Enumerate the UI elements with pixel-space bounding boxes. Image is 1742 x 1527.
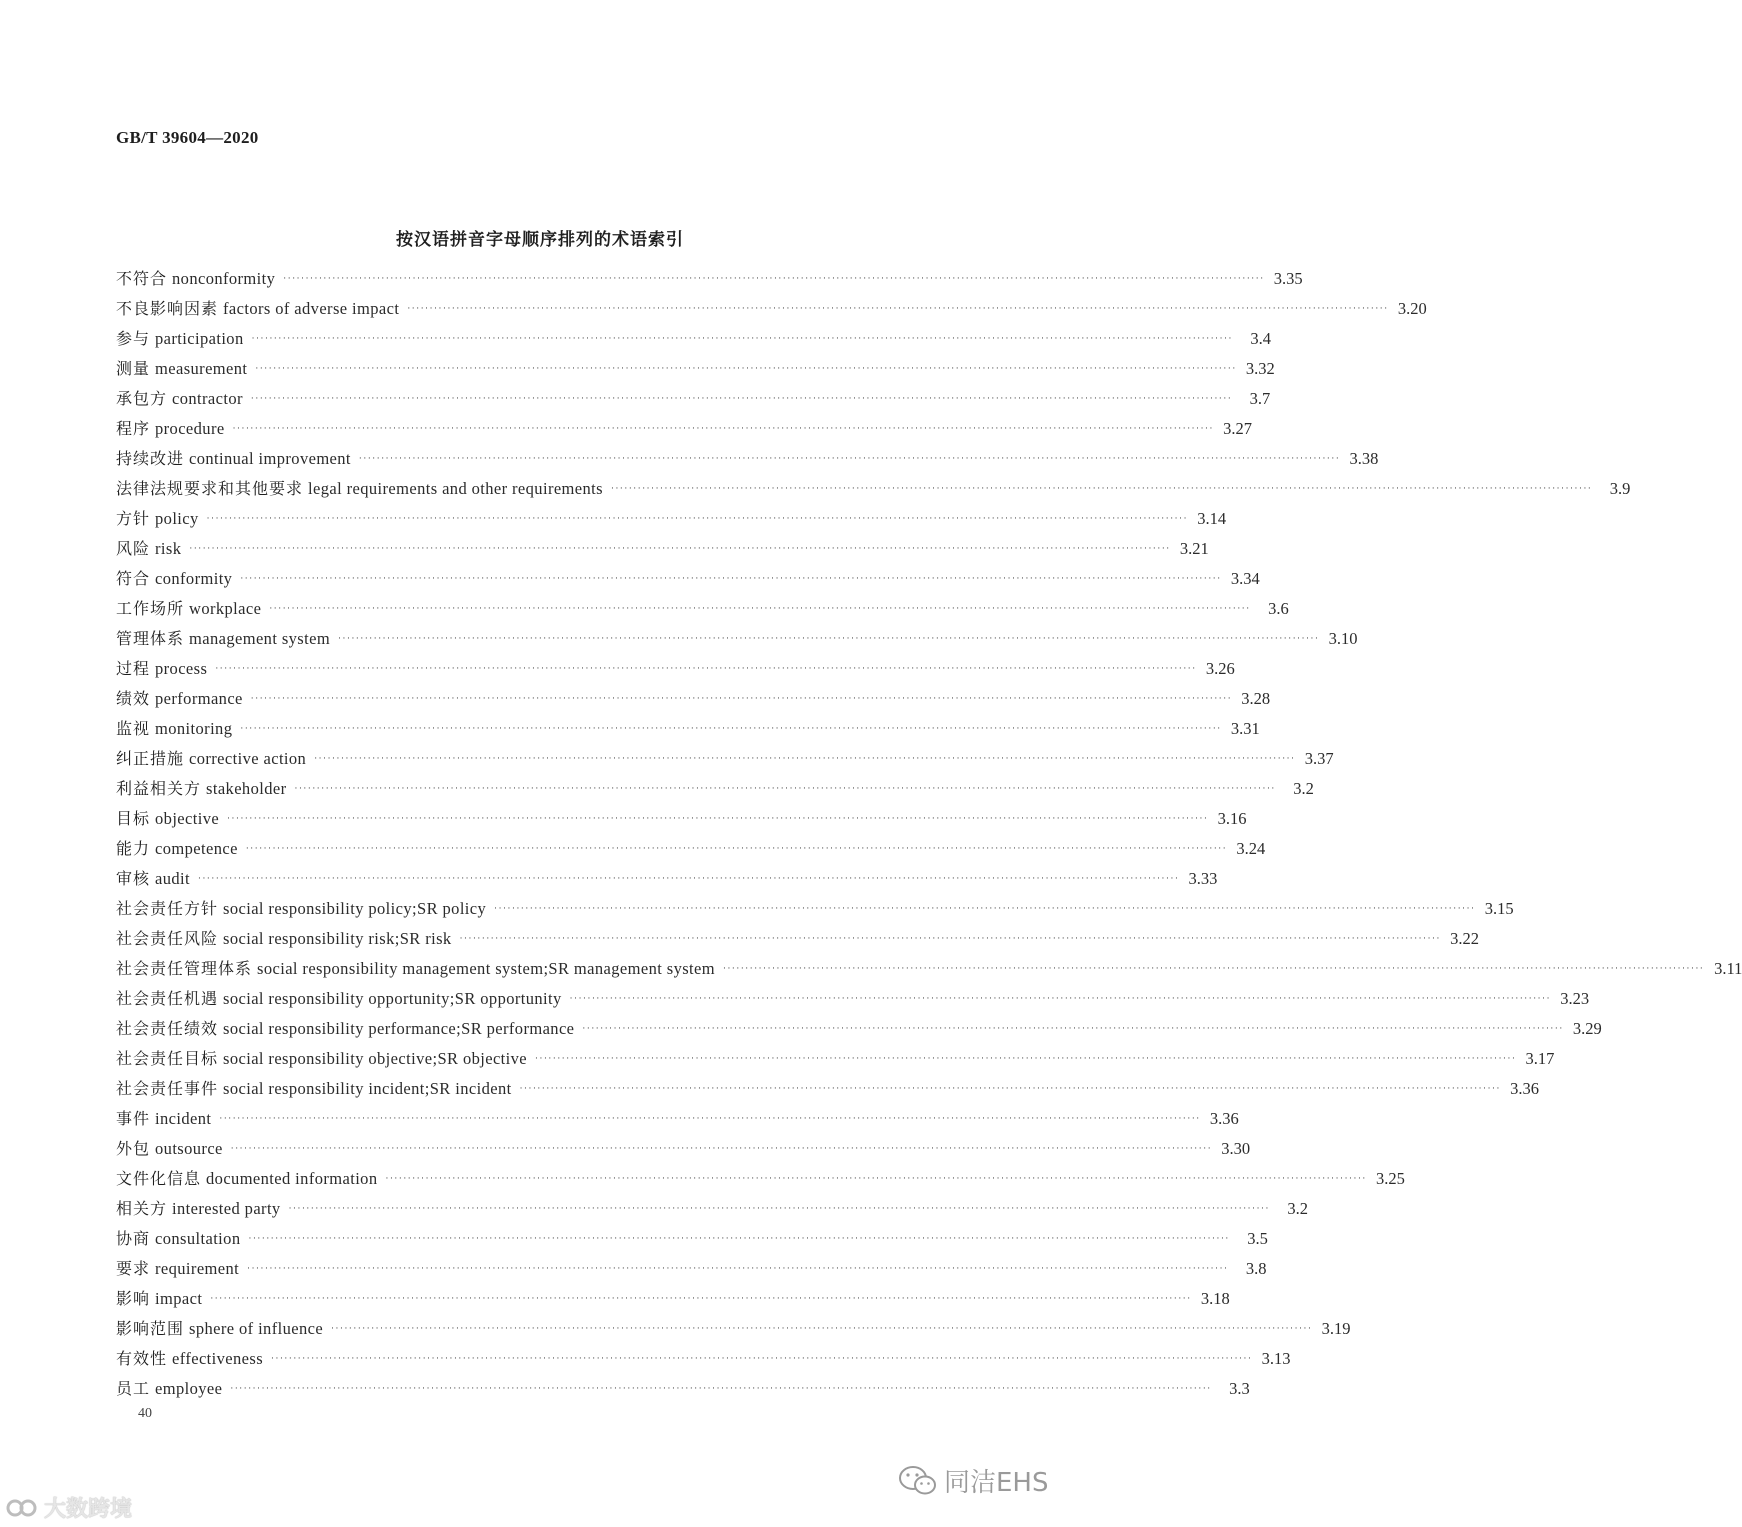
dot-leader: ···························································································································································································································· bbox=[250, 694, 1233, 704]
dot-leader: ···························································································································································································································· bbox=[247, 1264, 1229, 1274]
index-entry bbox=[116, 684, 1271, 714]
index-entry bbox=[116, 264, 1303, 294]
dot-leader: ···························································································································································································································· bbox=[294, 784, 1276, 794]
term-english: effectiveness bbox=[172, 1349, 264, 1368]
dot-leader: ···························································································································································································································· bbox=[255, 364, 1237, 374]
index-entry bbox=[116, 534, 1209, 564]
standard-code: GB/T 39604—2020 bbox=[116, 128, 259, 147]
watermark-right-text: 同洁EHS bbox=[944, 1468, 1049, 1498]
term-english: requirement bbox=[155, 1259, 240, 1278]
clause-number: 3.8 bbox=[1245, 1259, 1267, 1278]
clause-number: 3.15 bbox=[1484, 899, 1514, 918]
index-entry bbox=[116, 1314, 1351, 1344]
index-entry bbox=[116, 444, 1379, 474]
term-english: process bbox=[155, 659, 208, 678]
term-english: monitoring bbox=[155, 719, 233, 738]
index-entry bbox=[116, 924, 1479, 954]
clause-number: 3.14 bbox=[1197, 509, 1227, 528]
index-entry bbox=[116, 1254, 1267, 1284]
clause-number: 3.2 bbox=[1287, 1199, 1308, 1218]
term-english: participation bbox=[155, 329, 244, 348]
clause-number: 3.18 bbox=[1200, 1289, 1230, 1308]
index-entry bbox=[116, 1104, 1239, 1134]
dot-leader: ···························································································································································································································· bbox=[198, 874, 1180, 884]
clause-number: 3.36 bbox=[1510, 1079, 1539, 1098]
term-chinese: 相关方 bbox=[116, 1199, 168, 1218]
term-english: nonconformity bbox=[172, 269, 276, 288]
clause-number: 3.23 bbox=[1560, 989, 1590, 1008]
term-english: workplace bbox=[189, 599, 262, 618]
term-english: performance bbox=[155, 689, 243, 708]
term-chinese: 影响 bbox=[116, 1289, 151, 1308]
term-english: policy bbox=[155, 509, 199, 528]
clause-number: 3.16 bbox=[1217, 809, 1247, 828]
dot-leader: ···························································································································································································································· bbox=[215, 664, 1197, 674]
index-entry bbox=[116, 1224, 1268, 1254]
index-entry bbox=[116, 1014, 1602, 1044]
term-chinese: 社会责任管理体系 bbox=[116, 959, 253, 978]
term-english: stakeholder bbox=[206, 779, 287, 798]
clause-number: 3.7 bbox=[1249, 389, 1271, 408]
index-title: 按汉语拼音字母顺序排列的术语索引 bbox=[396, 230, 684, 250]
dot-leader: ···························································································································································································································· bbox=[245, 844, 1228, 854]
term-english: impact bbox=[155, 1289, 203, 1308]
clause-number: 3.6 bbox=[1268, 599, 1289, 618]
index-entry bbox=[116, 414, 1252, 444]
term-chinese: 文件化信息 bbox=[116, 1169, 202, 1188]
dot-leader: ···························································································································································································································· bbox=[610, 484, 1593, 494]
term-chinese: 法律法规要求和其他要求 bbox=[116, 479, 304, 498]
term-english: risk bbox=[155, 539, 182, 558]
term-english: social responsibility management system;SR management system bbox=[257, 959, 715, 978]
term-chinese: 社会责任方针 bbox=[116, 899, 219, 918]
dot-leader: ···························································································································································································································· bbox=[240, 724, 1222, 734]
term-chinese: 社会责任目标 bbox=[116, 1049, 219, 1068]
dot-leader: ···························································································································································································································· bbox=[331, 1324, 1313, 1334]
clause-number: 3.24 bbox=[1236, 839, 1266, 858]
index-entry bbox=[116, 1374, 1250, 1404]
watermark-left bbox=[6, 1492, 132, 1523]
link-logo-icon bbox=[6, 1497, 40, 1519]
wechat-icon bbox=[898, 1464, 938, 1498]
dot-leader: ···························································································································································································································· bbox=[459, 934, 1441, 944]
term-chinese: 测量 bbox=[116, 359, 151, 378]
clause-number: 3.36 bbox=[1209, 1109, 1239, 1128]
clause-number: 3.10 bbox=[1328, 629, 1358, 648]
term-english: social responsibility opportunity;SR opportunity bbox=[223, 989, 562, 1008]
clause-number: 3.5 bbox=[1247, 1229, 1268, 1248]
index-entry bbox=[116, 324, 1271, 354]
index-entry bbox=[116, 564, 1260, 594]
term-chinese: 有效性 bbox=[116, 1349, 168, 1368]
clause-number: 3.30 bbox=[1221, 1139, 1251, 1158]
index-entry bbox=[116, 804, 1247, 834]
index-entry bbox=[116, 864, 1218, 894]
dot-leader: ···························································································································································································································· bbox=[219, 1114, 1201, 1124]
term-english: audit bbox=[155, 869, 191, 888]
clause-number: 3.22 bbox=[1450, 929, 1479, 948]
index-entry bbox=[116, 1344, 1291, 1374]
clause-number: 3.9 bbox=[1609, 479, 1631, 498]
clause-number: 3.31 bbox=[1230, 719, 1260, 738]
term-chinese: 纠正措施 bbox=[116, 749, 185, 768]
dot-leader: ···························································································································································································································· bbox=[283, 274, 1265, 284]
clause-number: 3.27 bbox=[1223, 419, 1252, 438]
index-entry bbox=[116, 624, 1358, 654]
index-entry bbox=[116, 294, 1427, 324]
term-chinese: 社会责任机遇 bbox=[116, 989, 219, 1008]
clause-number: 3.20 bbox=[1397, 299, 1427, 318]
dot-leader: ···························································································································································································································· bbox=[250, 394, 1233, 404]
index-entry bbox=[116, 1134, 1251, 1164]
term-english: contractor bbox=[172, 389, 243, 408]
clause-number: 3.33 bbox=[1188, 869, 1218, 888]
index-entry bbox=[116, 504, 1227, 534]
term-english: social responsibility policy;SR policy bbox=[223, 899, 487, 918]
term-chinese: 社会责任事件 bbox=[116, 1079, 219, 1098]
index-entry bbox=[116, 954, 1742, 984]
dot-leader: ···························································································································································································································· bbox=[251, 334, 1233, 344]
clause-number: 3.37 bbox=[1304, 749, 1334, 768]
term-english: factors of adverse impact bbox=[223, 299, 400, 318]
index-entry bbox=[116, 894, 1514, 924]
index-entry bbox=[116, 594, 1289, 624]
dot-leader: ···························································································································································································································· bbox=[232, 424, 1214, 434]
clause-number: 3.25 bbox=[1376, 1169, 1405, 1188]
clause-number: 3.2 bbox=[1293, 779, 1314, 798]
index-entry bbox=[116, 834, 1266, 864]
dot-leader: ···························································································································································································································· bbox=[271, 1354, 1253, 1364]
term-chinese: 社会责任绩效 bbox=[116, 1019, 219, 1038]
dot-leader: ···························································································································································································································· bbox=[582, 1024, 1564, 1034]
clause-number: 3.29 bbox=[1572, 1019, 1602, 1038]
term-chinese: 监视 bbox=[116, 719, 151, 738]
dot-leader: ···························································································································································································································· bbox=[385, 1174, 1367, 1184]
watermark-right bbox=[898, 1462, 1048, 1499]
term-english: outsource bbox=[155, 1139, 223, 1158]
clause-number: 3.21 bbox=[1179, 539, 1209, 558]
term-chinese: 承包方 bbox=[116, 389, 168, 408]
dot-leader: ···························································································································································································································· bbox=[494, 904, 1476, 914]
term-english: conformity bbox=[155, 569, 233, 588]
clause-number: 3.34 bbox=[1230, 569, 1260, 588]
term-chinese: 过程 bbox=[116, 659, 151, 678]
term-index-list bbox=[116, 264, 1742, 1404]
dot-leader: ···························································································································································································································· bbox=[407, 304, 1389, 314]
term-chinese: 协商 bbox=[116, 1229, 151, 1248]
clause-number: 3.28 bbox=[1241, 689, 1271, 708]
index-entry bbox=[116, 1074, 1539, 1104]
clause-number: 3.17 bbox=[1525, 1049, 1555, 1068]
clause-number: 3.4 bbox=[1250, 329, 1271, 348]
dot-leader: ···························································································································································································································· bbox=[189, 544, 1171, 554]
index-entry bbox=[116, 384, 1271, 414]
watermark-left-text: 大数跨境 bbox=[44, 1497, 133, 1522]
index-entry bbox=[116, 474, 1631, 504]
term-chinese: 员工 bbox=[116, 1379, 151, 1398]
term-chinese: 审核 bbox=[116, 869, 151, 888]
term-chinese: 要求 bbox=[116, 1259, 151, 1278]
term-chinese: 外包 bbox=[116, 1139, 151, 1158]
term-chinese: 程序 bbox=[116, 419, 151, 438]
index-entry bbox=[116, 1164, 1405, 1194]
dot-leader: ···························································································································································································································· bbox=[248, 1234, 1230, 1244]
term-chinese: 不符合 bbox=[116, 269, 168, 288]
index-entry bbox=[116, 654, 1235, 684]
term-chinese: 方针 bbox=[116, 509, 151, 528]
term-chinese: 符合 bbox=[116, 569, 151, 588]
term-english: sphere of influence bbox=[189, 1319, 324, 1338]
term-chinese: 影响范围 bbox=[116, 1319, 185, 1338]
term-chinese: 利益相关方 bbox=[116, 779, 202, 798]
term-english: corrective action bbox=[189, 749, 307, 768]
index-entry bbox=[116, 984, 1590, 1014]
dot-leader: ···························································································································································································································· bbox=[230, 1144, 1213, 1154]
index-entry bbox=[116, 1284, 1230, 1314]
clause-number: 3.3 bbox=[1229, 1379, 1250, 1398]
term-chinese: 持续改进 bbox=[116, 449, 185, 468]
term-chinese: 管理体系 bbox=[116, 629, 185, 648]
index-entry bbox=[116, 744, 1334, 774]
term-english: procedure bbox=[155, 419, 225, 438]
term-chinese: 目标 bbox=[116, 809, 151, 828]
term-chinese: 工作场所 bbox=[116, 599, 185, 618]
index-entry bbox=[116, 714, 1260, 744]
index-entry bbox=[116, 1044, 1555, 1074]
index-entry bbox=[116, 354, 1275, 384]
term-english: objective bbox=[155, 809, 220, 828]
term-chinese: 能力 bbox=[116, 839, 151, 858]
term-chinese: 绩效 bbox=[116, 689, 151, 708]
clause-number: 3.19 bbox=[1321, 1319, 1351, 1338]
term-english: measurement bbox=[155, 359, 248, 378]
clause-number: 3.26 bbox=[1205, 659, 1235, 678]
clause-number: 3.38 bbox=[1349, 449, 1379, 468]
term-chinese: 参与 bbox=[116, 329, 151, 348]
term-chinese: 社会责任风险 bbox=[116, 929, 219, 948]
term-chinese: 风险 bbox=[116, 539, 151, 558]
term-english: documented information bbox=[206, 1169, 378, 1188]
term-english: competence bbox=[155, 839, 238, 858]
clause-number: 3.13 bbox=[1261, 1349, 1291, 1368]
term-english: social responsibility incident;SR incident bbox=[223, 1079, 512, 1098]
clause-number: 3.32 bbox=[1245, 359, 1275, 378]
term-english: consultation bbox=[155, 1229, 241, 1248]
term-english: social responsibility performance;SR performance bbox=[223, 1019, 575, 1038]
dot-leader: ···························································································································································································································· bbox=[358, 454, 1341, 464]
dot-leader: ···························································································································································································································· bbox=[519, 1084, 1501, 1094]
dot-leader: ···························································································································································································································· bbox=[227, 814, 1209, 824]
dot-leader: ···························································································································································································································· bbox=[535, 1054, 1517, 1064]
dot-leader: ···························································································································································································································· bbox=[240, 574, 1222, 584]
dot-leader: ···························································································································································································································· bbox=[314, 754, 1296, 764]
dot-leader: ···························································································································································································································· bbox=[210, 1294, 1192, 1304]
term-english: interested party bbox=[172, 1199, 281, 1218]
term-chinese: 不良影响因素 bbox=[116, 299, 219, 318]
dot-leader: ···························································································································································································································· bbox=[288, 1204, 1270, 1214]
term-english: management system bbox=[189, 629, 331, 648]
term-english: social responsibility risk;SR risk bbox=[223, 929, 452, 948]
dot-leader: ···························································································································································································································· bbox=[338, 634, 1320, 644]
term-chinese: 事件 bbox=[116, 1109, 151, 1128]
term-english: incident bbox=[155, 1109, 212, 1128]
term-english: legal requirements and other requirements bbox=[308, 479, 603, 498]
clause-number: 3.11 bbox=[1714, 959, 1742, 978]
term-english: employee bbox=[155, 1379, 223, 1398]
page-number: 40 bbox=[138, 1406, 152, 1421]
dot-leader: ···························································································································································································································· bbox=[269, 604, 1251, 614]
term-english: continual improvement bbox=[189, 449, 351, 468]
clause-number: 3.35 bbox=[1273, 269, 1303, 288]
dot-leader: ···························································································································································································································· bbox=[723, 964, 1705, 974]
dot-leader: ···························································································································································································································· bbox=[230, 1384, 1212, 1394]
dot-leader: ···························································································································································································································· bbox=[206, 514, 1189, 524]
index-entry bbox=[116, 774, 1314, 804]
term-english: social responsibility objective;SR objective bbox=[223, 1049, 528, 1068]
dot-leader: ···························································································································································································································· bbox=[569, 994, 1552, 1004]
index-entry bbox=[116, 1194, 1308, 1224]
